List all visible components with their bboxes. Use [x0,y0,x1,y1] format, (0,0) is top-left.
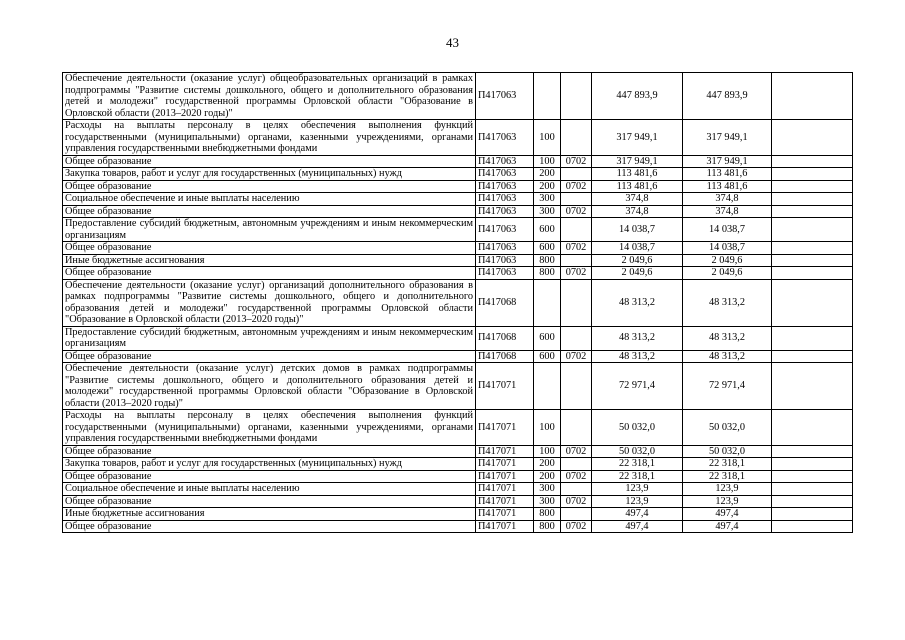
amount-approved-cell: 317 949,1 [683,155,772,168]
section-cell [561,168,592,181]
section-cell [561,120,592,156]
amount-approved-cell: 50 032,0 [683,410,772,446]
row-name-cell: Общее образование [63,180,476,193]
amount-cell: 72 971,4 [592,363,683,410]
amount-approved-cell: 48 313,2 [683,350,772,363]
extra-cell [772,267,853,280]
table-row [63,168,853,181]
amount-cell: 50 032,0 [592,445,683,458]
section-cell [561,483,592,496]
expense-type-cell: 800 [534,254,561,267]
target-article-cell: П417063 [476,193,534,206]
target-article-cell: П417063 [476,168,534,181]
row-name-cell: Обеспечение деятельности (оказание услуг) организаций дополнительного образования в рамках подпрограммы "Развитие системы дошкольного, общего и дополнительного образования детей и молодежи" государственной программы Орловской области "Образование в Орловской области (2013–2020 годы)" [63,279,476,326]
row-name-cell: Расходы на выплаты персоналу в целях обеспечения выполнения функций государственными (муниципальными) органами, казенными учреждениями, органами управления государственными внебюджетными фондами [63,410,476,446]
target-article-cell: П417063 [476,242,534,255]
expense-type-cell: 100 [534,120,561,156]
section-cell: 0702 [561,470,592,483]
amount-cell: 374,8 [592,205,683,218]
amount-approved-cell: 113 481,6 [683,180,772,193]
row-name-cell: Закупка товаров, работ и услуг для государственных (муниципальных) нужд [63,168,476,181]
page-number: 43 [446,35,459,50]
amount-approved-cell: 50 032,0 [683,445,772,458]
amount-cell: 14 038,7 [592,218,683,242]
amount-approved-cell: 317 949,1 [683,120,772,156]
amount-approved-cell: 72 971,4 [683,363,772,410]
target-article-cell: П417071 [476,470,534,483]
table-row [63,205,853,218]
row-name-cell: Обеспечение деятельности (оказание услуг) детских домов в рамках подпрограммы "Развитие системы дошкольного, общего и дополнительного образования детей и молодежи" государственной программы Орловской области "Образование в Орловской области (2013–2020 годы)" [63,363,476,410]
table-row [63,73,853,120]
expense-type-cell: 600 [534,326,561,350]
target-article-cell: П417071 [476,458,534,471]
expense-type-cell: 800 [534,267,561,280]
table-row [63,520,853,533]
amount-cell: 123,9 [592,483,683,496]
expense-type-cell: 200 [534,470,561,483]
amount-cell: 50 032,0 [592,410,683,446]
section-cell [561,363,592,410]
amount-cell: 14 038,7 [592,242,683,255]
extra-cell [772,180,853,193]
expense-type-cell [534,73,561,120]
amount-approved-cell: 22 318,1 [683,470,772,483]
row-name-cell: Закупка товаров, работ и услуг для государственных (муниципальных) нужд [63,458,476,471]
amount-approved-cell: 2 049,6 [683,267,772,280]
amount-approved-cell: 447 893,9 [683,73,772,120]
extra-cell [772,242,853,255]
row-name-cell: Иные бюджетные ассигнования [63,254,476,267]
table-row [63,458,853,471]
section-cell [561,279,592,326]
table-row [63,279,853,326]
target-article-cell: П417063 [476,73,534,120]
section-cell [561,193,592,206]
expense-type-cell: 200 [534,458,561,471]
extra-cell [772,254,853,267]
section-cell [561,458,592,471]
table-row [63,326,853,350]
extra-cell [772,508,853,521]
extra-cell [772,410,853,446]
amount-cell: 113 481,6 [592,168,683,181]
table-row [63,267,853,280]
section-cell: 0702 [561,155,592,168]
amount-approved-cell: 48 313,2 [683,279,772,326]
extra-cell [772,73,853,120]
expense-type-cell: 300 [534,205,561,218]
amount-cell: 48 313,2 [592,350,683,363]
target-article-cell: П417071 [476,495,534,508]
expense-type-cell: 300 [534,495,561,508]
target-article-cell: П417068 [476,350,534,363]
budget-table [62,72,853,533]
row-name-cell: Общее образование [63,205,476,218]
row-name-cell: Предоставление субсидий бюджетным, автономным учреждениям и иным некоммерческим организациям [63,326,476,350]
row-name-cell: Общее образование [63,520,476,533]
target-article-cell: П417063 [476,254,534,267]
row-name-cell: Общее образование [63,495,476,508]
table-row [63,155,853,168]
expense-type-cell: 100 [534,155,561,168]
amount-approved-cell: 113 481,6 [683,168,772,181]
section-cell: 0702 [561,445,592,458]
target-article-cell: П417068 [476,326,534,350]
section-cell [561,508,592,521]
section-cell: 0702 [561,267,592,280]
table-row [63,410,853,446]
amount-cell: 447 893,9 [592,73,683,120]
section-cell: 0702 [561,520,592,533]
row-name-cell: Общее образование [63,350,476,363]
extra-cell [772,218,853,242]
table-row [63,242,853,255]
row-name-cell: Иные бюджетные ассигнования [63,508,476,521]
expense-type-cell: 200 [534,168,561,181]
table-body [63,73,853,533]
target-article-cell: П417063 [476,205,534,218]
table-row [63,254,853,267]
amount-cell: 317 949,1 [592,120,683,156]
extra-cell [772,445,853,458]
table-row [63,483,853,496]
extra-cell [772,193,853,206]
extra-cell [772,155,853,168]
amount-approved-cell: 497,4 [683,508,772,521]
expense-type-cell: 200 [534,180,561,193]
amount-approved-cell: 48 313,2 [683,326,772,350]
extra-cell [772,363,853,410]
amount-cell: 123,9 [592,495,683,508]
target-article-cell: П417063 [476,120,534,156]
amount-cell: 22 318,1 [592,470,683,483]
amount-approved-cell: 123,9 [683,495,772,508]
expense-type-cell: 100 [534,410,561,446]
table-row [63,445,853,458]
amount-approved-cell: 14 038,7 [683,218,772,242]
section-cell [561,218,592,242]
extra-cell [772,495,853,508]
target-article-cell: П417071 [476,508,534,521]
target-article-cell: П417063 [476,218,534,242]
table-row [63,363,853,410]
extra-cell [772,205,853,218]
expense-type-cell: 600 [534,242,561,255]
amount-cell: 497,4 [592,520,683,533]
table-row [63,508,853,521]
amount-cell: 48 313,2 [592,279,683,326]
section-cell: 0702 [561,350,592,363]
row-name-cell: Общее образование [63,470,476,483]
expense-type-cell [534,363,561,410]
amount-approved-cell: 374,8 [683,193,772,206]
extra-cell [772,120,853,156]
extra-cell [772,168,853,181]
amount-approved-cell: 14 038,7 [683,242,772,255]
extra-cell [772,483,853,496]
amount-cell: 2 049,6 [592,254,683,267]
target-article-cell: П417071 [476,363,534,410]
target-article-cell: П417071 [476,445,534,458]
target-article-cell: П417063 [476,267,534,280]
row-name-cell: Общее образование [63,155,476,168]
amount-cell: 497,4 [592,508,683,521]
section-cell [561,254,592,267]
extra-cell [772,350,853,363]
expense-type-cell: 800 [534,520,561,533]
table-row [63,350,853,363]
row-name-cell: Социальное обеспечение и иные выплаты населению [63,483,476,496]
amount-cell: 317 949,1 [592,155,683,168]
amount-approved-cell: 22 318,1 [683,458,772,471]
expense-type-cell: 300 [534,193,561,206]
extra-cell [772,520,853,533]
extra-cell [772,326,853,350]
row-name-cell: Предоставление субсидий бюджетным, автономным учреждениям и иным некоммерческим организациям [63,218,476,242]
target-article-cell: П417071 [476,410,534,446]
row-name-cell: Общее образование [63,267,476,280]
extra-cell [772,279,853,326]
amount-approved-cell: 374,8 [683,205,772,218]
amount-approved-cell: 2 049,6 [683,254,772,267]
table-row [63,120,853,156]
table-row [63,495,853,508]
target-article-cell: П417068 [476,279,534,326]
section-cell: 0702 [561,242,592,255]
expense-type-cell: 100 [534,445,561,458]
expense-type-cell: 600 [534,350,561,363]
section-cell: 0702 [561,180,592,193]
target-article-cell: П417063 [476,155,534,168]
target-article-cell: П417063 [476,180,534,193]
section-cell [561,326,592,350]
amount-approved-cell: 123,9 [683,483,772,496]
amount-cell: 2 049,6 [592,267,683,280]
table-row [63,193,853,206]
target-article-cell: П417071 [476,520,534,533]
target-article-cell: П417071 [476,483,534,496]
row-name-cell: Расходы на выплаты персоналу в целях обеспечения выполнения функций государственными (муниципальными) органами, казенными учреждениями, органами управления государственными внебюджетными фондами [63,120,476,156]
expense-type-cell: 300 [534,483,561,496]
expense-type-cell: 600 [534,218,561,242]
row-name-cell: Обеспечение деятельности (оказание услуг) общеобразовательных организаций в рамках подпрограммы "Развитие системы дошкольного, общего и дополнительного образования детей и молодежи" государственной программы Орловской области "Образование в Орловской области (2013–2020 годы)" [63,73,476,120]
amount-cell: 22 318,1 [592,458,683,471]
section-cell [561,410,592,446]
amount-cell: 48 313,2 [592,326,683,350]
row-name-cell: Общее образование [63,242,476,255]
extra-cell [772,458,853,471]
expense-type-cell: 800 [534,508,561,521]
section-cell: 0702 [561,495,592,508]
table-row [63,470,853,483]
expense-type-cell [534,279,561,326]
extra-cell [772,470,853,483]
amount-approved-cell: 497,4 [683,520,772,533]
section-cell: 0702 [561,205,592,218]
row-name-cell: Социальное обеспечение и иные выплаты населению [63,193,476,206]
table-row [63,218,853,242]
table-row [63,180,853,193]
amount-cell: 374,8 [592,193,683,206]
row-name-cell: Общее образование [63,445,476,458]
amount-cell: 113 481,6 [592,180,683,193]
section-cell [561,73,592,120]
